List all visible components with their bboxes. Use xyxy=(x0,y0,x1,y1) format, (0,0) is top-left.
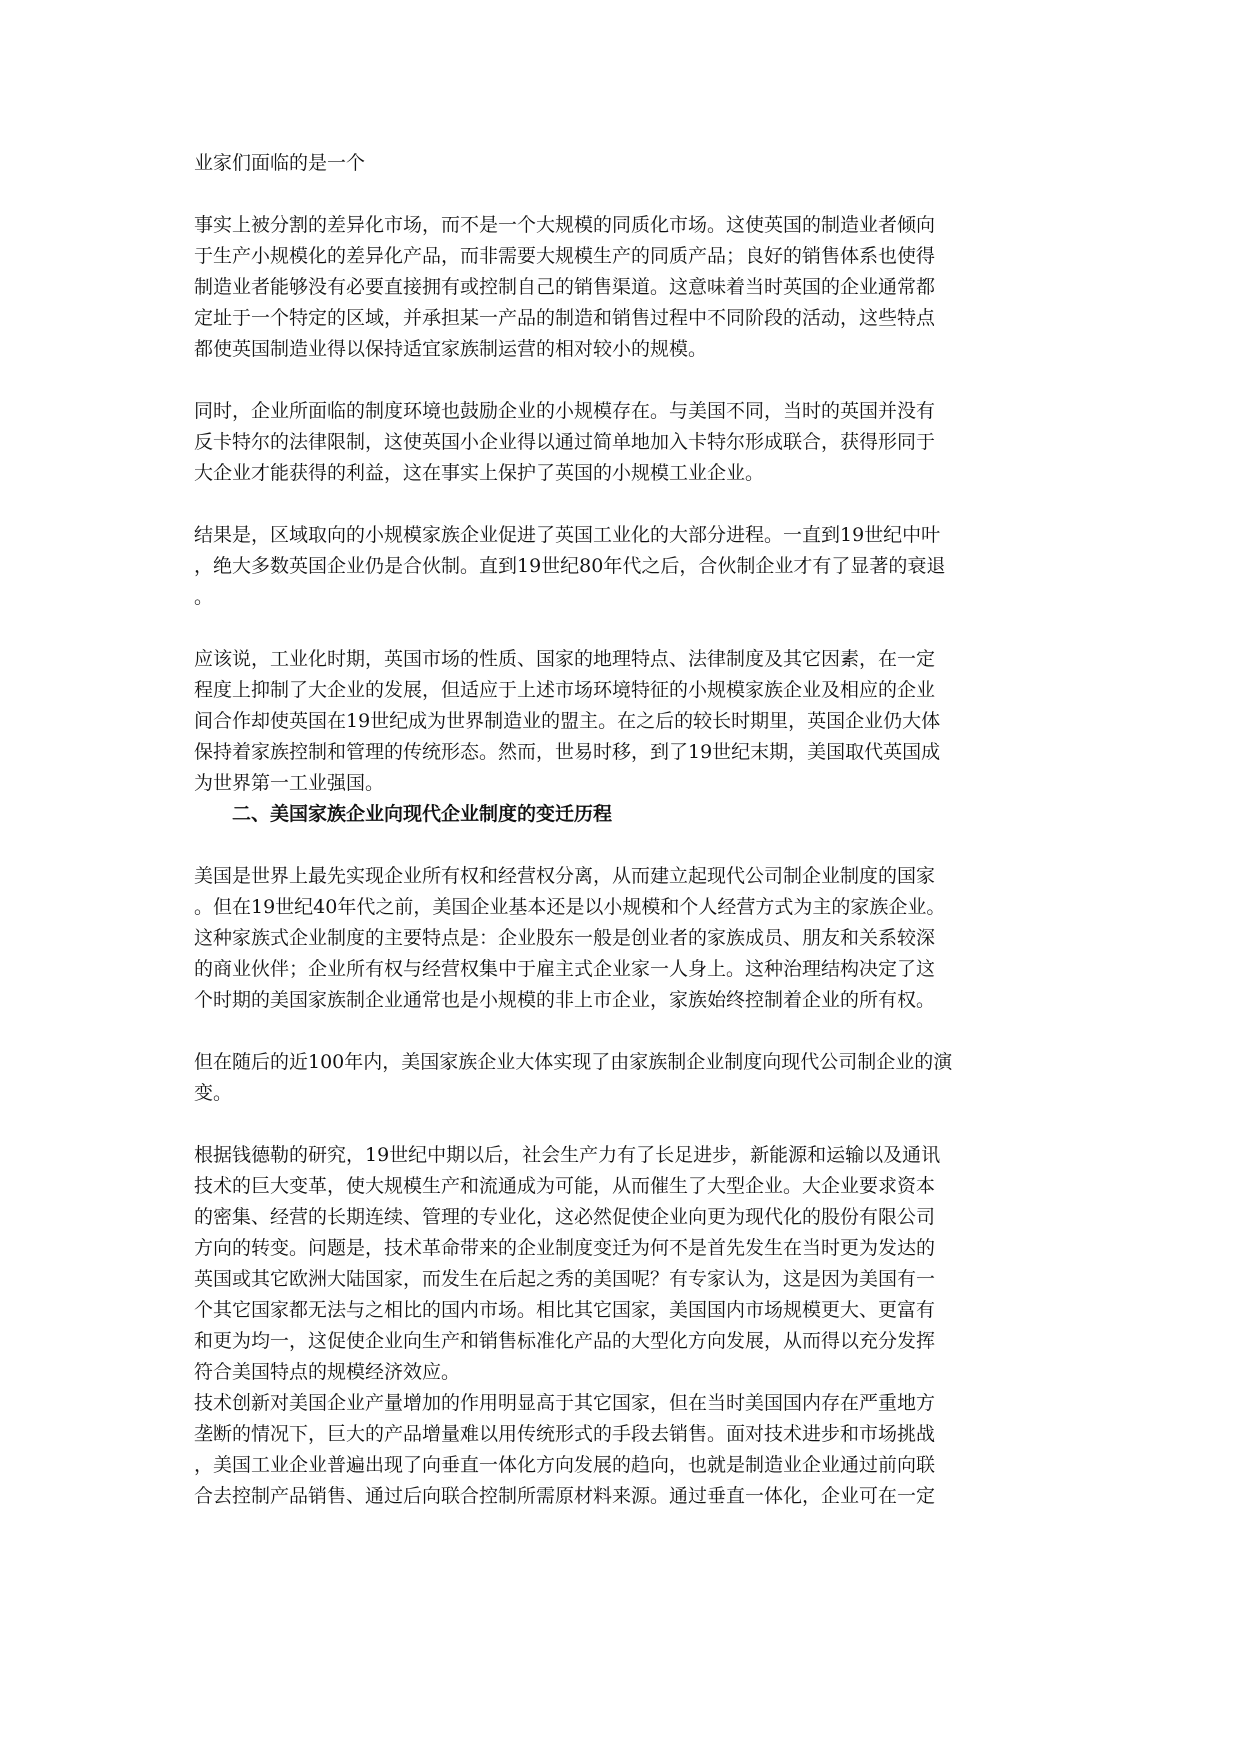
text-line: 事实上被分割的差异化市场，而不是一个大规模的同质化市场。这使英国的制造业者倾向 xyxy=(194,214,936,236)
text-line: 都使英国制造业得以保持适宜家族制运营的相对较小的规模。 xyxy=(194,338,708,360)
paragraph-2 xyxy=(194,210,1064,365)
document-body xyxy=(194,148,1064,1512)
text-line: 英国或其它欧洲大陆国家，而发生在后起之秀的美国呢？有专家认为，这是因为美国有一 xyxy=(194,1268,936,1290)
paragraph-8 xyxy=(194,1140,1064,1388)
text-line: 但在随后的近100年内，美国家族企业大体实现了由家族制企业制度向现代公司制企业的演 xyxy=(194,1051,953,1073)
paragraph-3 xyxy=(194,396,1064,489)
paragraph-4 xyxy=(194,520,1064,613)
text-line: 个时期的美国家族制企业通常也是小规模的非上市企业，家族始终控制着企业的所有权。 xyxy=(194,989,936,1011)
text-line: 。但在19世纪40年代之前，美国企业基本还是以小规模和个人经营方式为主的家族企业。 xyxy=(194,896,946,918)
paragraph-5 xyxy=(194,644,1064,799)
text-line: 美国是世界上最先实现企业所有权和经营权分离，从而建立起现代公司制企业制度的国家 xyxy=(194,865,936,887)
text-line: 业家们面临的是一个 xyxy=(194,152,366,174)
text-line: 技术的巨大变革，使大规模生产和流通成为可能，从而催生了大型企业。大企业要求资本 xyxy=(194,1175,936,1197)
text-line: 。 xyxy=(194,586,214,608)
text-line: 根据钱德勒的研究，19世纪中期以后，社会生产力有了长足进步，新能源和运输以及通讯 xyxy=(194,1144,941,1166)
text-line: ，美国工业企业普遍出现了向垂直一体化方向发展的趋向，也就是制造业企业通过前向联 xyxy=(194,1454,936,1476)
paragraph-6 xyxy=(194,861,1064,1016)
text-line: 同时，企业所面临的制度环境也鼓励企业的小规模存在。与美国不同，当时的英国并没有 xyxy=(194,400,936,422)
section-heading: 二、美国家族企业向现代企业制度的变迁历程 xyxy=(232,803,613,825)
text-line: 的商业伙伴；企业所有权与经营权集中于雇主式企业家一人身上。这种治理结构决定了这 xyxy=(194,958,936,980)
text-line: 保持着家族控制和管理的传统形态。然而，世易时移，到了19世纪末期，美国取代英国成 xyxy=(194,741,941,763)
text-line: 技术创新对美国企业产量增加的作用明显高于其它国家，但在当时美国国内存在严重地方 xyxy=(194,1392,936,1414)
text-line: 个其它国家都无法与之相比的国内市场。相比其它国家，美国国内市场规模更大、更富有 xyxy=(194,1299,936,1321)
text-line: 反卡特尔的法律限制，这使英国小企业得以通过简单地加入卡特尔形成联合，获得形同于 xyxy=(194,431,936,453)
text-line: 制造业者能够没有必要直接拥有或控制自己的销售渠道。这意味着当时英国的企业通常都 xyxy=(194,276,936,298)
text-line: 符合美国特点的规模经济效应。 xyxy=(194,1361,461,1383)
text-line: 方向的转变。问题是，技术革命带来的企业制度变迁为何不是首先发生在当时更为发达的 xyxy=(194,1237,936,1259)
text-line: 定址于一个特定的区域，并承担某一产品的制造和销售过程中不同阶段的活动，这些特点 xyxy=(194,307,936,329)
text-line: 间合作却使英国在19世纪成为世界制造业的盟主。在之后的较长时期里，英国企业仍大体 xyxy=(194,710,941,732)
text-line: 为世界第一工业强国。 xyxy=(194,772,385,794)
section-heading-block xyxy=(194,799,1064,830)
paragraph-1 xyxy=(194,148,1064,179)
text-line: 程度上抑制了大企业的发展，但适应于上述市场环境特征的小规模家族企业及相应的企业 xyxy=(194,679,936,701)
text-line: 于生产小规模化的差异化产品，而非需要大规模生产的同质产品；良好的销售体系也使得 xyxy=(194,245,936,267)
paragraph-7 xyxy=(194,1047,1064,1109)
text-line: 和更为均一，这促使企业向生产和销售标准化产品的大型化方向发展，从而得以充分发挥 xyxy=(194,1330,936,1352)
text-line: 应该说，工业化时期，英国市场的性质、国家的地理特点、法律制度及其它因素，在一定 xyxy=(194,648,936,670)
text-line: 的密集、经营的长期连续、管理的专业化，这必然促使企业向更为现代化的股份有限公司 xyxy=(194,1206,936,1228)
paragraph-9 xyxy=(194,1388,1064,1512)
text-line: 结果是，区域取向的小规模家族企业促进了英国工业化的大部分进程。一直到19世纪中叶 xyxy=(194,524,941,546)
text-line: 变。 xyxy=(194,1082,233,1104)
text-line: 合去控制产品销售、通过后向联合控制所需原材料来源。通过垂直一体化，企业可在一定 xyxy=(194,1485,936,1507)
text-line: 垄断的情况下，巨大的产品增量难以用传统形式的手段去销售。面对技术进步和市场挑战 xyxy=(194,1423,936,1445)
text-line: 这种家族式企业制度的主要特点是：企业股东一般是创业者的家族成员、朋友和关系较深 xyxy=(194,927,936,949)
text-line: ，绝大多数英国企业仍是合伙制。直到19世纪80年代之后，合伙制企业才有了显著的衰退 xyxy=(194,555,946,577)
text-line: 大企业才能获得的利益，这在事实上保护了英国的小规模工业企业。 xyxy=(194,462,765,484)
